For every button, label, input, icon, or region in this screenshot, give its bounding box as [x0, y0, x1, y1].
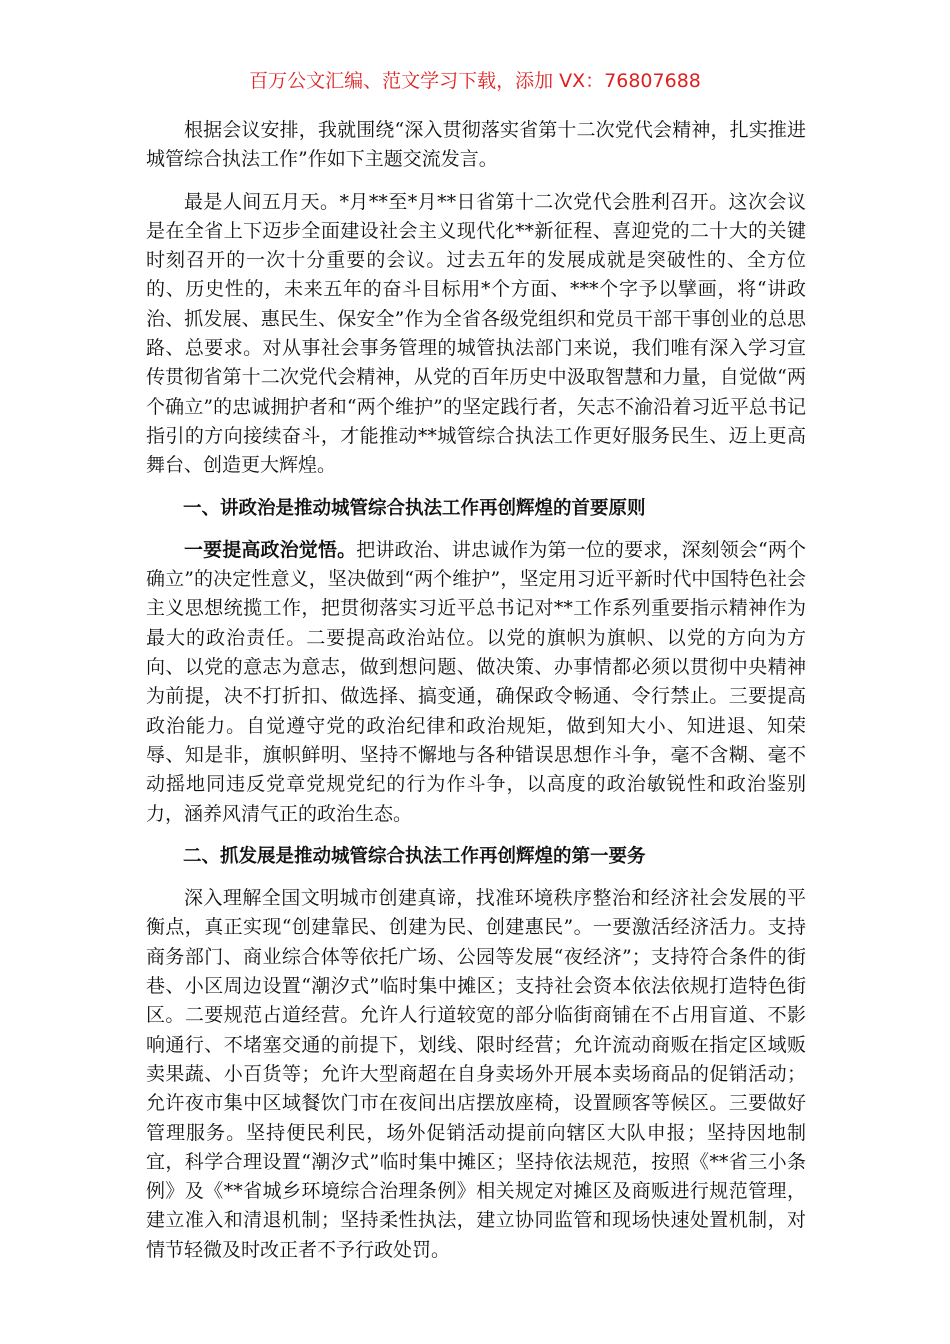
section-2-heading: 二、抓发展是推动城管综合执法工作再创辉煌的第一要务 — [183, 845, 646, 867]
section-2-paragraph: 深入理解全国文明城市创建真谛，找准环境秩序整治和经济社会发展的平衡点，真正实现“创建靠民、创建为民、创建惠民”。一要激活经济活力。支持商务部门、商业综合体等依托广场、公园等发展“夜经济”；支持符合条件的街巷、小区周边设置“潮汐式”临时集中摊区；支持社会资本依法依规打造特色街区。二要规范占道经营。允许人行道较宽的部分临街商铺在不占用盲道、不影响通行、不堵塞交通的前提下，划线、限时经营；允许流动商贩在指定区域贩卖果蔬、小百货等；允许大型商超在自身卖场外开展本卖场商品的促销活动；允许夜市集中区域餐饮门市在夜间出店摆放座椅，设置顾客等候区。三要做好管理服务。坚持便民利民，场外促销活动提前向辖区大队申报；坚持因地制宜，科学合理设置“潮汐式”临时集中摊区；坚持依法规范，按照《**省三小条例》及《**省城乡环境综合治理条例》相关规定对摊区及商贩进行规范管理，建立准入和清退机制；坚持柔性执法，建立协同监管和现场快速处置机制，对情节轻微及时改正者不予行政处罚。 — [146, 887, 806, 1261]
promo-banner: 百万公文汇编、范文学习下载，添加 VX：76807688 — [249, 70, 701, 92]
section-1-lead: 一要提高政治觉悟。 — [184, 538, 357, 561]
section-1-paragraph — [146, 536, 806, 829]
document-body — [146, 116, 806, 1278]
section-1-heading: 一、讲政治是推动城管综合执法工作再创辉煌的首要原则 — [183, 497, 646, 519]
background-paragraph: 最是人间五月天。*月**至*月**日省第十二次党代会胜利召开。这次会议是在全省上下迈步全面建设社会主义现代化**新征程、喜迎党的二十大的关键时刻召开的一次十分重要的会议。过去五年的发展成就是突破性的、全方位的、历史性的，未来五年的奋斗目标用*个方面、***个字予以擘画，将“讲政治、抓发展、惠民生、保安全”作为全省各级党组织和党员干部干事创业的总思路、总要求。对从事社会事务管理的城管执法部门来说，我们唯有深入学习宣传贯彻省第十二次党代会精神，从党的百年历史中汲取智慧和力量，自觉做“两个确立”的忠诚拥护者和“两个维护”的坚定践行者，矢志不渝沿着习近平总书记指引的方向接续奋斗，才能推动**城管综合执法工作更好服务民生、迈上更高舞台、创造更大辉煌。 — [146, 190, 806, 477]
intro-paragraph: 根据会议安排，我就围绕“深入贯彻落实省第十二次党代会精神，扎实推进城管综合执法工作”作如下主题交流发言。 — [146, 119, 806, 171]
section-1-body: 把讲政治、讲忠诚作为第一位的要求，深刻领会“两个确立”的决定性意义，坚决做到“两个维护”，坚定用习近平新时代中国特色社会主义思想统揽工作，把贯彻落实习近平总书记对**工作系列重要指示精神作为最大的政治责任。二要提高政治站位。以党的旗帜为旗帜、以党的方向为方向、以党的意志为意志，做到想问题、做决策、办事情都必须以贯彻中央精神为前提，决不打折扣、做选择、搞变通，确保政令畅通、令行禁止。三要提高政治能力。自觉遵守党的政治纪律和政治规矩，做到知大小、知进退、知荣辱、知是非，旗帜鲜明、坚持不懈地与各种错误思想作斗争，毫不含糊、毫不动摇地同违反党章党规党纪的行为作斗争，以高度的政治敏锐性和政治鉴别力，涵养风清气正的政治生态。 — [146, 538, 806, 825]
